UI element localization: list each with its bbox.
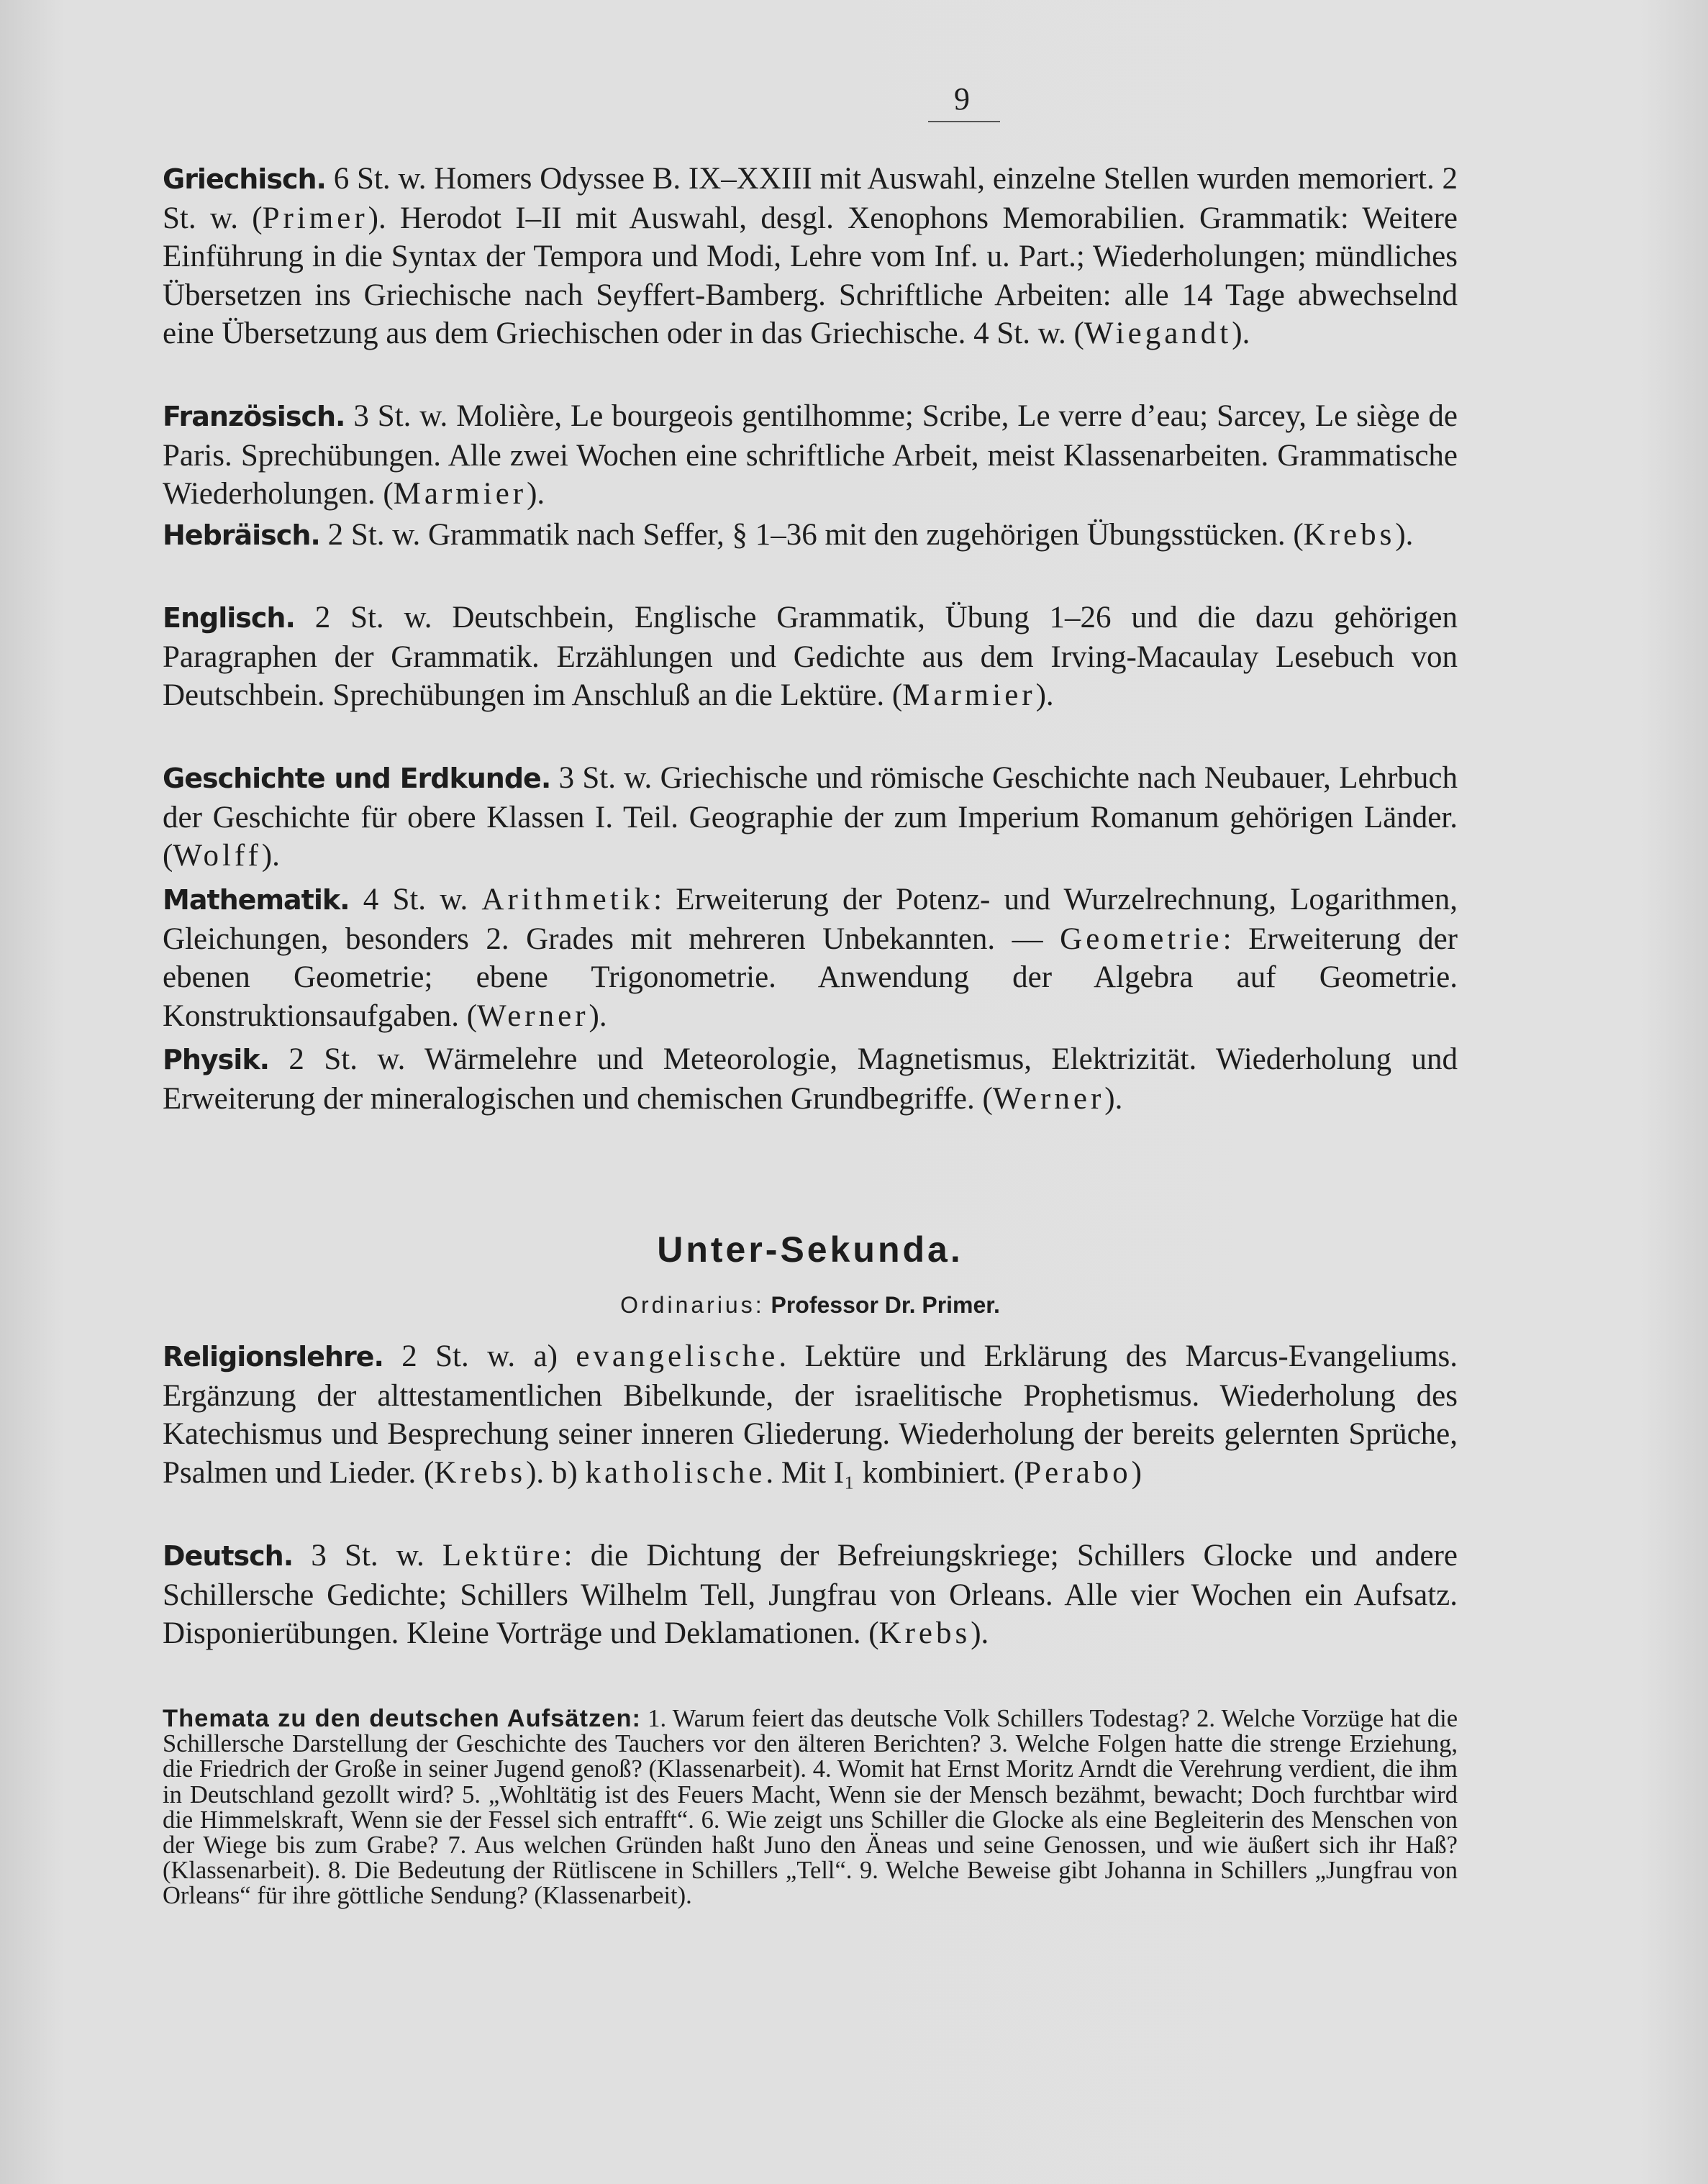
ordinarius-name: Professor Dr. Primer. [771, 1292, 1000, 1318]
subject-heading: Mathematik. [163, 884, 350, 916]
subject-heading: Religionslehre. [163, 1341, 383, 1373]
section-hebraeisch: Hebräisch. 2 St. w. Grammatik nach Seffer, § 1–36 mit den zugehörigen Übungsstücken. (Krebs). [163, 518, 1414, 552]
section-mathematik: Mathematik. 4 St. w. Arithmetik: Erweiterung der Potenz- und Wurzelrechnung, Logarithmen, Gleichungen, besonders 2. Grades mit mehreren Unbekannten. — Geometrie: Erweiterung der ebenen Geometrie; ebene Trigonometrie. Anwendung der Algebra auf Geometrie. Konstruktionsaufgaben. (Werner). [163, 883, 1458, 1033]
section-geschichte: Geschichte und Erdkunde. 3 St. w. Griechische und römische Geschichte nach Neubauer, Lehrbuch der Geschichte für obere Klassen I. Teil. Geographie der zum Imperium Romanum gehörigen Länder. (Wolff). [163, 761, 1458, 873]
section-griechisch: Griechisch. 6 St. w. Homers Odyssee B. IX–XXIII mit Auswahl, einzelne Stellen wurden memoriert. 2 St. w. (Primer). Herodot I–II mit Auswahl, desgl. Xenophons Memorabilien. Grammatik: Weitere Einführung in die Syntax der Tempora und Modi, Lehre vom Inf. u. Part.; Wiederholungen; mündliches Übersetzen ins Griechische nach Seyffert-Bamberg. Schriftliche Arbeiten: alle 14 Tage abwechselnd eine Übersetzung aus dem Griechischen oder in das Griechische. 4 St. w. (Wiegandt). [163, 162, 1458, 350]
class-heading: Unter-Sekunda. [657, 1229, 963, 1270]
subject-heading: Deutsch. [163, 1540, 294, 1572]
themata-text: 1. Warum feiert das deutsche Volk Schillers Todestag? 2. Welche Vorzüge hat die Schillersche Darstellung der Geschichte des Tauchers vor den älteren Berichten? 3. Welche Folgen hatte die strenge Erziehung, die Friedrich der Große in seiner Jugend genoß? (Klassenarbeit). 4. Womit hat Ernst Moritz Arndt die Verehrung verdient, die ihm in Deutschland gezollt wird? 5. „Wohltätig ist des Feuers Macht, Wenn sie der Mensch bezähmt, bewacht; Doch furchtbar wird die Himmelskraft, Wenn sie der Fessel sich entrafft“. 6. Wie zeigt uns Schiller die Glocke als eine Begleiterin des Menschen von der Wiege bis zum Grabe? 7. Aus welchen Gründen haßt Juno den Äneas und seine Genossen, und wie äußert sich ihr Haß? (Klassenarbeit). 8. Die Bedeutung der Rütliscene in Schillers „Tell“. 9. Welche Beweise gibt Johanna in Schillers „Jungfrau von Orleans“ für ihre göttliche Sendung? (Klassenarbeit). [163, 1705, 1458, 1910]
page-number: 9 [954, 81, 970, 117]
themata-heading: Themata zu den deutschen Aufsätzen: [163, 1705, 642, 1732]
section-religionslehre: Religionslehre. 2 St. w. a) evangelische. Lektüre und Erklärung des Marcus-Evangeliums. Ergänzung der alttestamentlichen Bibelkunde, der israelitische Prophetismus. Wiederholung des Katechismus und Besprechung seiner inneren Gliederung. Wiederholung der bereits gelernten Sprüche, Psalmen und Lieder. (Krebs). b) katholische. Mit I₁ kombiniert. (Perabo) [163, 1339, 1458, 1490]
subject-heading: Französisch. [163, 401, 345, 432]
subject-heading: Englisch. [163, 602, 295, 634]
themata-block [163, 1706, 1458, 1909]
subject-heading: Physik. [163, 1044, 270, 1075]
section-franzoesisch: Französisch. 3 St. w. Molière, Le bourgeois gentilhomme; Scribe, Le verre d’eau; Sarcey, Le siège de Paris. Sprechübungen. Alle zwei Wochen eine schriftliche Arbeit, meist Klassenarbeiten. Grammatische Wiederholungen. (Marmier). [163, 399, 1458, 511]
section-englisch: Englisch. 2 St. w. Deutschbein, Englische Grammatik, Übung 1–26 und die dazu gehörigen Paragraphen der Grammatik. Erzählungen und Gedichte aus dem Irving-Macaulay Lesebuch von Deutschbein. Sprechübungen im Anschluß an die Lektüre. (Marmier). [163, 601, 1458, 712]
subject-heading: Griechisch. [163, 163, 326, 195]
ordinarius-line [163, 1292, 1458, 1319]
subject-heading: Hebräisch. [163, 519, 320, 551]
subject-heading: Geschichte und Erdkunde. [163, 763, 551, 794]
section-physik: Physik. 2 St. w. Wärmelehre und Meteorologie, Magnetismus, Elektrizität. Wiederholung und Erweiterung der mineralogischen und chemischen Grundbegriffe. (Werner). [163, 1042, 1458, 1116]
page-number-rule [928, 121, 1000, 122]
section-deutsch: Deutsch. 3 St. w. Lektüre: die Dichtung der Befreiungskriege; Schillers Glocke und andere Schillersche Gedichte; Schillers Wilhelm Tell, Jungfrau von Orleans. Alle vier Wochen ein Aufsatz. Disponierübungen. Kleine Vorträge und Deklamationen. (Krebs). [163, 1539, 1458, 1650]
ordinarius-label: Ordinarius: [620, 1292, 765, 1318]
